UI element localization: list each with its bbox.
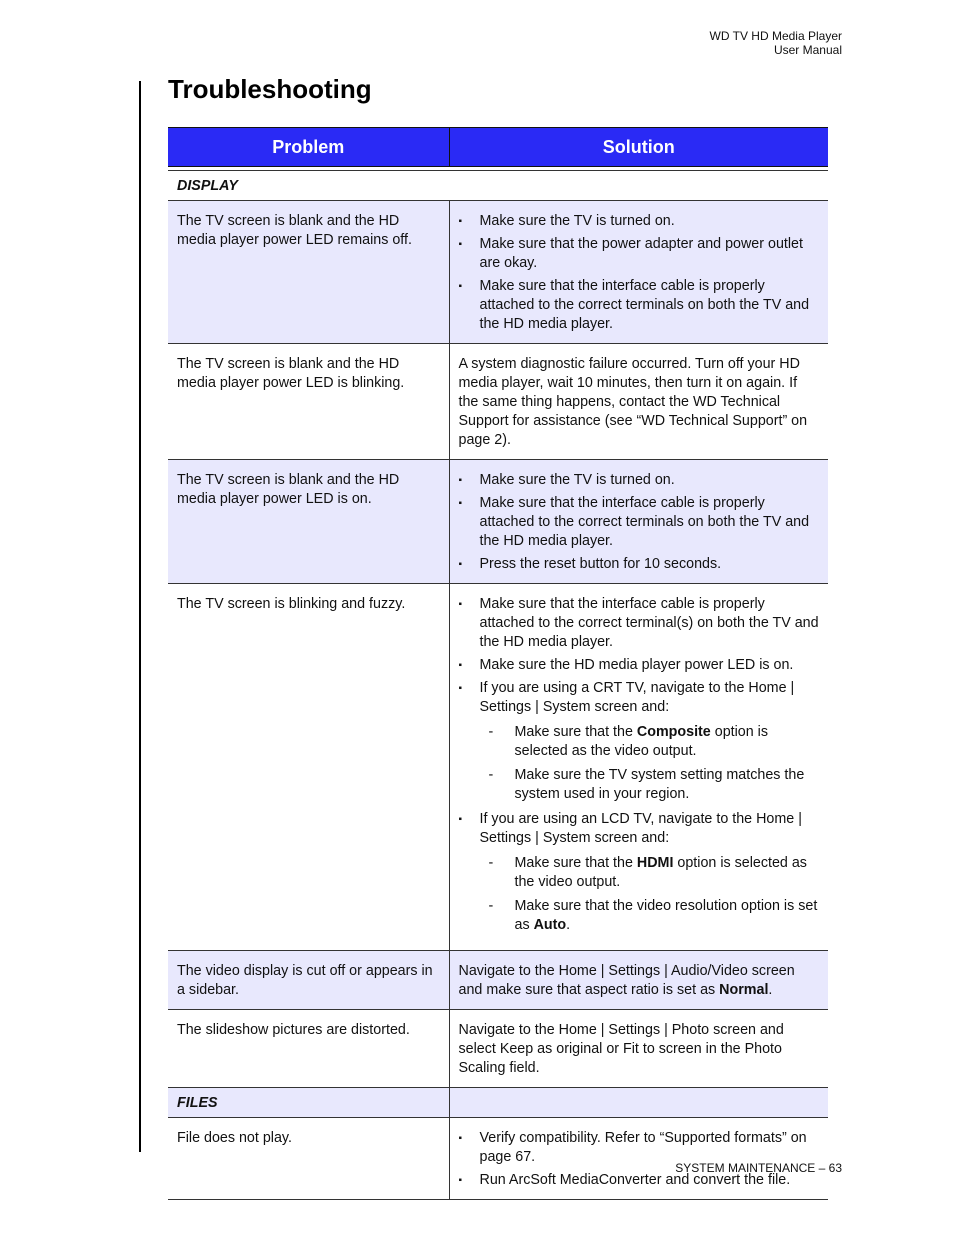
sub-item: - Make sure the TV system setting matches the system used in your region. <box>480 766 820 804</box>
sub-item <box>480 897 820 935</box>
bullet-item: ▪ Verify compatibility. Refer to “Supported formats” on page 67. <box>459 1129 820 1167</box>
solution-cell <box>449 951 828 1010</box>
option-name-hdmi: HDMI <box>636 855 674 871</box>
table-row <box>168 951 828 1010</box>
lcd-sub-list <box>480 854 820 935</box>
section-row-files <box>168 1088 828 1118</box>
option-name-composite: Composite <box>636 724 711 740</box>
solution-cell <box>449 460 828 584</box>
sub-item-text: option is selected as the video output. <box>514 855 807 890</box>
option-name-auto: Auto <box>533 917 567 933</box>
table-row <box>168 460 828 584</box>
problem-cell: The TV screen is blank and the HD media player power LED is on. <box>168 460 449 584</box>
solution-cell: Navigate to the Home | Settings | Photo screen and select Keep as original or Fit to screen in the Photo Scaling field. <box>449 1010 828 1088</box>
problem-cell: File does not play. <box>168 1118 449 1200</box>
sub-item <box>480 854 820 892</box>
page-footer: SYSTEM MAINTENANCE – 63 <box>675 1161 842 1175</box>
option-name-normal: Normal <box>719 982 769 998</box>
solution-cell <box>449 201 828 344</box>
table-row <box>168 1118 828 1200</box>
crt-sub-list <box>480 723 820 804</box>
problem-cell: The slideshow pictures are distorted. <box>168 1010 449 1088</box>
manual-type: User Manual <box>773 43 842 57</box>
section-row-display <box>168 171 828 201</box>
sub-item-text: option is selected as the video output. <box>514 724 768 759</box>
sub-item-text: Make sure that the <box>514 724 637 740</box>
table-row <box>168 344 828 460</box>
running-header <box>710 29 842 57</box>
solution-text: Navigate to the Home | Settings | Audio/Video screen and make sure that aspect ratio is set as <box>458 963 795 998</box>
manual-product-name: WD TV HD Media Player <box>709 29 842 43</box>
section-label-files: FILES <box>168 1088 449 1118</box>
solution-bullets <box>459 1129 820 1190</box>
bullet-item: ▪ Make sure the TV is turned on. <box>459 471 820 490</box>
table-row <box>168 584 828 951</box>
bullet-text: If you are using a CRT TV, navigate to the Home | Settings | System screen and: <box>479 680 795 715</box>
problem-cell: The TV screen is blank and the HD media player power LED is blinking. <box>168 344 449 460</box>
bullet-item: ▪ Make sure that the interface cable is properly attached to the correct terminals on both the TV and the HD media player. <box>459 494 820 551</box>
bullet-item <box>459 679 820 804</box>
sub-item <box>480 723 820 761</box>
solution-cell: A system diagnostic failure occurred. Turn off your HD media player, wait 10 minutes, then turn it on again. If the same thing happens, contact the WD Technical Support for assistance (see “WD Technical Support” on page 2). <box>449 344 828 460</box>
troubleshooting-table <box>168 127 828 1200</box>
solution-cell <box>449 584 828 951</box>
problem-cell: The TV screen is blinking and fuzzy. <box>168 584 449 951</box>
solution-bullets <box>459 595 820 935</box>
solution-text: . <box>768 982 773 998</box>
bullet-item: ▪ Make sure the HD media player power LED is on. <box>459 656 820 675</box>
solution-bullets <box>459 212 820 334</box>
solution-bullets <box>459 471 820 574</box>
bullet-text: If you are using an LCD TV, navigate to the Home | Settings | System screen and: <box>479 811 802 846</box>
bullet-item: ▪ Make sure that the power adapter and power outlet are okay. <box>459 235 820 273</box>
left-margin-rule <box>139 81 141 1152</box>
solution-column-header: Solution <box>449 128 828 167</box>
problem-cell: The video display is cut off or appears in a sidebar. <box>168 951 449 1010</box>
table-row <box>168 201 828 344</box>
table-row <box>168 1010 828 1088</box>
solution-cell <box>449 1118 828 1200</box>
bullet-item: ▪ Make sure that the interface cable is properly attached to the correct terminals on both the TV and the HD media player. <box>459 277 820 334</box>
sub-item-text: Make sure that the <box>514 855 637 871</box>
section-label-display: DISPLAY <box>168 171 828 201</box>
section-empty-cell <box>449 1088 828 1118</box>
sub-item-text: . <box>566 917 571 933</box>
table-header-row <box>168 128 828 167</box>
bullet-item: ▪ Make sure the TV is turned on. <box>459 212 820 231</box>
bullet-item <box>459 810 820 935</box>
sub-item-text: Make sure that the video resolution option is set as <box>514 898 818 933</box>
bullet-item: ▪ Make sure that the interface cable is properly attached to the correct terminal(s) on both the TV and the HD media player. <box>459 595 820 652</box>
bullet-item: ▪ Press the reset button for 10 seconds. <box>459 555 820 574</box>
problem-column-header: Problem <box>168 128 449 167</box>
problem-cell: The TV screen is blank and the HD media player power LED remains off. <box>168 201 449 344</box>
bullet-item: ▪ Run ArcSoft MediaConverter and convert the file. <box>459 1171 820 1190</box>
page-title: Troubleshooting <box>168 74 372 104</box>
